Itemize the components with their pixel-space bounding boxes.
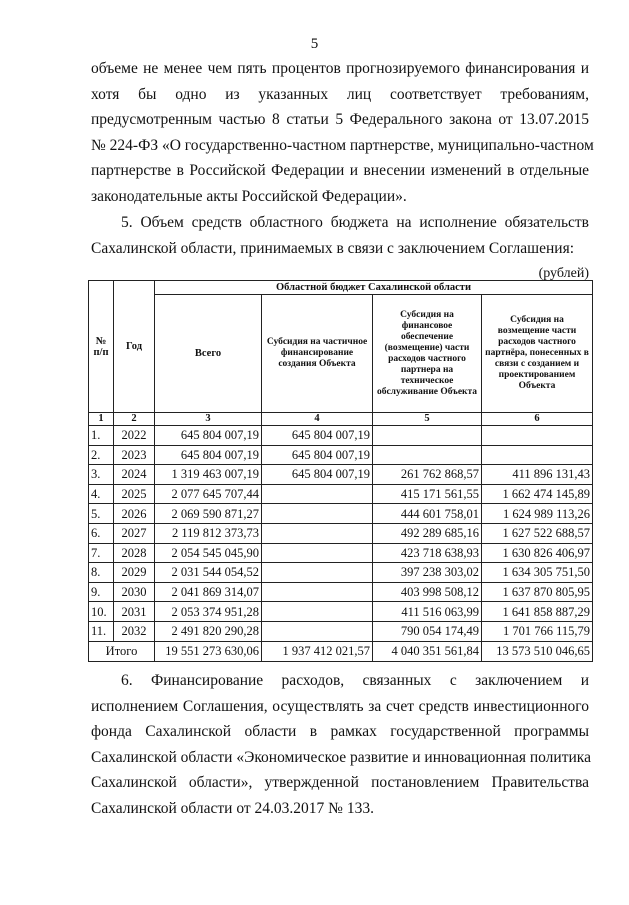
col-number: 2 xyxy=(114,413,155,426)
table-row xyxy=(89,484,593,504)
text-line: Сахалинской области», утвержденной постановлением Правительства xyxy=(91,774,589,792)
header-subsidy-creation: Субсидия на частичное финансирование создания Объекта xyxy=(262,295,373,413)
column-numbers-row xyxy=(89,413,593,426)
cell-subsidy-maintenance: 403 998 508,12 xyxy=(373,582,482,602)
cell-subsidy-design: 1 641 858 887,29 xyxy=(482,602,593,622)
cell-year: 2029 xyxy=(114,563,155,583)
cell-row-number: 8. xyxy=(89,563,114,583)
cell-total: 1 319 463 007,19 xyxy=(155,465,262,485)
cell-subsidy-creation xyxy=(262,621,373,641)
cell-subsidy-creation xyxy=(262,563,373,583)
cell-subsidy-maintenance: 261 762 868,57 xyxy=(373,465,482,485)
cell-subsidy-design: 1 637 870 805,95 xyxy=(482,582,593,602)
text-line: фонда Сахалинской области в рамках государственной программы xyxy=(91,723,589,741)
text-line: 5. Объем средств областного бюджета на исполнение обязательств xyxy=(121,214,589,231)
table-row xyxy=(89,563,593,583)
text-line: партнерстве в Российской Федерации и внесении изменений в отдельные xyxy=(91,162,589,180)
cell-total: 2 077 645 707,44 xyxy=(155,484,262,504)
cell-row-number: 9. xyxy=(89,582,114,602)
table-row xyxy=(89,504,593,524)
cell-year: 2022 xyxy=(114,426,155,446)
cell-subsidy-maintenance: 4 040 351 561,84 xyxy=(373,641,482,661)
cell-row-number: 11. xyxy=(89,621,114,641)
paragraph-item-6 xyxy=(91,668,589,822)
cell-subsidy-design: 13 573 510 046,65 xyxy=(482,641,593,661)
cell-subsidy-creation xyxy=(262,582,373,602)
cell-row-number: 1. xyxy=(89,426,114,446)
cell-subsidy-design: 1 630 826 406,97 xyxy=(482,543,593,563)
header-number: № п/п xyxy=(89,281,114,413)
cell-total: 2 491 820 290,28 xyxy=(155,621,262,641)
cell-row-number: 10. xyxy=(89,602,114,622)
cell-subsidy-design xyxy=(482,426,593,446)
totals-row xyxy=(89,641,593,661)
text-line: хотя бы одно из указанных лиц соответствует требованиям, xyxy=(91,85,589,103)
text-line: исполнением Соглашения, осуществлять за счет средств инвестиционного xyxy=(91,697,589,715)
header-total: Всего xyxy=(155,295,262,413)
cell-row-number: 6. xyxy=(89,523,114,543)
cell-row-number: 4. xyxy=(89,484,114,504)
cell-year: 2024 xyxy=(114,465,155,485)
cell-subsidy-maintenance xyxy=(373,445,482,465)
cell-subsidy-creation xyxy=(262,543,373,563)
table-row xyxy=(89,523,593,543)
col-number: 6 xyxy=(482,413,593,426)
page-number: 5 xyxy=(310,36,319,52)
cell-subsidy-maintenance: 411 516 063,99 xyxy=(373,602,482,622)
table-row xyxy=(89,543,593,563)
cell-subsidy-maintenance xyxy=(373,426,482,446)
col-number: 3 xyxy=(155,413,262,426)
cell-total: 2 041 869 314,07 xyxy=(155,582,262,602)
cell-year: 2023 xyxy=(114,445,155,465)
header-subsidy-maintenance: Субсидия на финансовое обеспечение (возмещение) части расходов частного партнера на техническое обслуживание Объекта xyxy=(373,295,482,413)
cell-subsidy-design: 1 624 989 113,26 xyxy=(482,504,593,524)
cell-total: 2 119 812 373,73 xyxy=(155,523,262,543)
table-row xyxy=(89,621,593,641)
cell-subsidy-design: 1 634 305 751,50 xyxy=(482,563,593,583)
cell-subsidy-maintenance: 423 718 638,93 xyxy=(373,543,482,563)
cell-subsidy-design: 1 701 766 115,79 xyxy=(482,621,593,641)
col-number: 4 xyxy=(262,413,373,426)
cell-subsidy-creation: 1 937 412 021,57 xyxy=(262,641,373,661)
cell-subsidy-creation: 645 804 007,19 xyxy=(262,445,373,465)
col-number: 1 xyxy=(89,413,114,426)
cell-subsidy-design: 1 627 522 688,57 xyxy=(482,523,593,543)
col-number: 5 xyxy=(373,413,482,426)
cell-year: 2026 xyxy=(114,504,155,524)
cell-total: 2 053 374 951,28 xyxy=(155,602,262,622)
cell-subsidy-design: 1 662 474 145,89 xyxy=(482,484,593,504)
table-row xyxy=(89,445,593,465)
cell-total: 645 804 007,19 xyxy=(155,445,262,465)
cell-year: 2031 xyxy=(114,602,155,622)
text-line: объеме не менее чем пять процентов прогнозируемого финансирования и xyxy=(91,60,589,77)
cell-year: 2027 xyxy=(114,523,155,543)
cell-subsidy-design: 411 896 131,43 xyxy=(482,465,593,485)
text-line: Сахалинской области «Экономическое развитие и инновационная политика xyxy=(91,748,591,766)
cell-subsidy-maintenance: 397 238 303,02 xyxy=(373,563,482,583)
cell-subsidy-creation xyxy=(262,602,373,622)
cell-year: 2032 xyxy=(114,621,155,641)
unit-label: (рублей) xyxy=(538,266,589,281)
cell-year: 2025 xyxy=(114,484,155,504)
cell-total: 2 054 545 045,90 xyxy=(155,543,262,563)
cell-total: 2 069 590 871,27 xyxy=(155,504,262,524)
cell-row-number: 5. xyxy=(89,504,114,524)
cell-subsidy-creation xyxy=(262,523,373,543)
paragraph-item-5 xyxy=(91,210,589,261)
text-line: законодательные акты Российской Федерации». xyxy=(91,187,407,205)
cell-total: 2 031 544 054,52 xyxy=(155,563,262,583)
table-row xyxy=(89,426,593,446)
text-line: предусмотренным частью 8 статьи 5 Федерального закона от 13.07.2015 xyxy=(91,111,589,129)
table-row xyxy=(89,602,593,622)
header-subsidy-design: Субсидия на возмещение части расходов частного партнёра, понесенных в связи с созданием и проектированием Объекта xyxy=(482,295,593,413)
cell-subsidy-design xyxy=(482,445,593,465)
table-row xyxy=(89,582,593,602)
cell-subsidy-maintenance: 492 289 685,16 xyxy=(373,523,482,543)
totals-label: Итого xyxy=(89,641,155,661)
cell-subsidy-maintenance: 444 601 758,01 xyxy=(373,504,482,524)
text-line: Сахалинской области от 24.03.2017 № 133. xyxy=(91,799,374,817)
paragraph-continuation xyxy=(91,56,594,210)
cell-year: 2028 xyxy=(114,543,155,563)
cell-subsidy-creation: 645 804 007,19 xyxy=(262,465,373,485)
cell-year: 2030 xyxy=(114,582,155,602)
budget-table xyxy=(88,280,593,662)
text-line: Сахалинской области, принимаемых в связи с заключением Соглашения: xyxy=(91,239,575,257)
cell-total: 645 804 007,19 xyxy=(155,426,262,446)
cell-subsidy-creation xyxy=(262,504,373,524)
cell-row-number: 3. xyxy=(89,465,114,485)
cell-row-number: 7. xyxy=(89,543,114,563)
header-group: Областной бюджет Сахалинской области xyxy=(155,281,593,295)
text-line: 6. Финансирование расходов, связанных с заключением и xyxy=(121,672,589,689)
cell-subsidy-maintenance: 790 054 174,49 xyxy=(373,621,482,641)
cell-total: 19 551 273 630,06 xyxy=(155,641,262,661)
cell-subsidy-creation xyxy=(262,484,373,504)
cell-subsidy-maintenance: 415 171 561,55 xyxy=(373,484,482,504)
table-row xyxy=(89,465,593,485)
cell-row-number: 2. xyxy=(89,445,114,465)
header-year: Год xyxy=(114,281,155,413)
text-line: № 224-ФЗ «О государственно-частном партнерстве, муниципально-частном xyxy=(91,136,594,154)
cell-subsidy-creation: 645 804 007,19 xyxy=(262,426,373,446)
